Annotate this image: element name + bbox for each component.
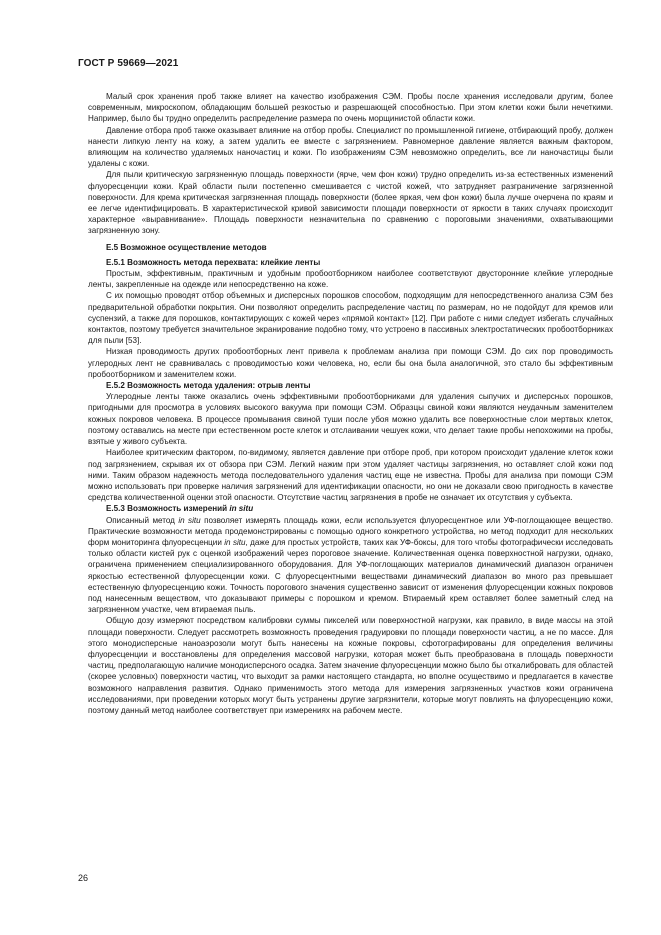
paragraph: Общую дозу измеряют посредством калибровки суммы пикселей или поверхностной нагрузки, как правило, в виде массы на этой площади поверхности. Следует рассмотреть возможность проведения градуировки по площади поверхности частиц, а не по массе. Для этого монодисперсные наноаэрозоли могут быть нанесены на кожные покровы, сфотографированы для определения величины флуоресценции и восстановлены для определения массовой нагрузки, которая может быть преобразована в площадь поверхности частиц, предполагающую наличие монодисперсного осадка. Затем значение флуоресценции можно было бы откалибровать для областей (скорее условных) поверхности частиц, что выходит за рамки настоящего стандарта, но вполне осуществимо и предлагается в качестве возможного направления развития. Однако применимость этого метода для измерения загрязненных участков кожи ограничена исследованиями, при проведении которых могут быть устранены другие загрязнители, которые могут повлиять на флуоресценцию кожи, поэтому данный метод наиболее соответствует при измерениях на рабочем месте. bbox=[88, 616, 613, 715]
paragraph: Малый срок хранения проб также влияет на качество изображения СЭМ. Пробы после хранения исследовали другим, более современным, микроскопом, обладающим большей резкостью и разрешающей способностью. При этом клетки кожи были нечеткими. Например, было бы трудно определить распределение размера по очень морщинистой области кожи. bbox=[88, 92, 613, 124]
italic-term: in situ bbox=[224, 537, 246, 547]
paragraph: Давление отбора проб также оказывает влияние на отбор пробы. Специалист по промышленной гигиене, отбирающий пробу, должен нанести липкую ленту на кожу, а затем удалить ее вместе с загрязнением. Равномерное давление является важным фактором, влияющим на количество удаляемых наночастиц и кожи. По изображениям СЭМ невозможно определить, все ли наночастицы были удалены с кожи. bbox=[88, 125, 613, 169]
text-run: Описанный метод bbox=[106, 515, 179, 525]
paragraph: Наиболее критическим фактором, по-видимому, является давление при отборе проб, при котором происходит удаление клеток кожи под загрязнением, скрывая их от обзора при СЭМ. Легкий нажим при этом удаляет частицы загрязнения, но оставляет слой кожи под ними. Таким образом надежность метода последовательного удаления частиц еще не известна. Пробы для анализа при помощи СЭМ можно использовать при проверке наличия загрязнений для идентификации опасности, но они не доказали свою пригодность в качестве средства количественной оценки этой опасности. Отсутствие частиц загрязнения в пробе не означает их отсутствия у субъекта. bbox=[88, 448, 613, 503]
paragraph: Простым, эффективным, практичным и удобным пробоотборником наиболее соответствуют двусторонние клейкие углеродные ленты, закрепленные на одежде или непосредственно на коже. bbox=[88, 269, 613, 290]
subsection-heading-e51: Е.5.1 Возможность метода перехвата: клейкие ленты bbox=[106, 257, 321, 267]
document-header: ГОСТ Р 59669—2021 bbox=[78, 58, 179, 69]
text-run: , даже для простых устройств, таких как УФ-боксы, для того чтобы фотографически исследовать только области кистей рук с оценкой изображений через пороговое значение. Количественная оценка поверхностной нагрузки, однако, ограничена применением специализированного оборудования. Для УФ-поглощающих материалов динамический диапазон ограничен яркостью естественной флуоресценции кожи. С флуоресцентными веществами динамический диапазон во много раз превышает естественную флуоресценцию кожи. Точность порогового значения существенно зависит от изменения флуоресценции кожных покровов под нанесенным веществом, что доказывают примеры с порошком и кремом. Втираемый крем оставляет более заметный след на загрязненном участке, чем втираемая пыль. bbox=[88, 537, 614, 615]
subsection-heading-e53 bbox=[88, 503, 613, 514]
italic-term: in situ bbox=[178, 515, 201, 525]
section-heading-e5: Е.5 Возможное осуществление методов bbox=[106, 242, 267, 252]
page-number: 26 bbox=[78, 873, 89, 883]
paragraph: Низкая проводимость других пробоотборных лент привела к проблемам анализа при помощи СЭМ. До сих пор проводимость углеродных лент не сравнивалась с проводимостью кожи человека, но, если бы она была аналогичной, это стало бы эффективным пробоотборником и заменителем кожи. bbox=[88, 347, 613, 379]
heading-text: Е.5.3 Возможность измерений bbox=[106, 504, 230, 514]
text-run: позволяет измерять площадь кожи, если используется флуоресцентное или УФ-поглощающее вещество. Практические возможности метода продемонстрированы с помощью одного конкретного устройства, но метод подходит для нескольких форм мониторинга флуоресценции bbox=[88, 515, 613, 547]
paragraph bbox=[88, 515, 613, 616]
subsection-heading-e52: Е.5.2 Возможность метода удаления: отрыв ленты bbox=[106, 381, 311, 391]
document-body bbox=[88, 91, 613, 716]
paragraph: Для пыли критическую загрязненную площадь поверхности (ярче, чем фон кожи) трудно определить из-за естественных изменений флуоресценции кожи. Край области пыли постепенно смешивается с чистой кожей, что затрудняет разграничение загрязненной поверхности. Для крема критическая загрязненная площадь поверхности (более яркая, чем фон кожи) была лучше очерчена по краям и ее легче идентифицировать. В характеристической кривой зависимости площади поверхности от яркости в таких случаях происходит характерное «выравнивание». Площадь поверхности незначительна по сравнению с пороговыми значениями, охватывающими загрязненную зону. bbox=[88, 170, 613, 236]
heading-italic-term: in situ bbox=[229, 504, 254, 514]
paragraph: Углеродные ленты также оказались очень эффективными пробоотборниками для удаления сыпучих и дисперсных порошков, пригодными для просмотра в условиях высокого вакуума при помощи СЭМ. Образцы свиной кожи являются неудачным заменителем кожных покровов человека. В процессе промывания свиной туши после убоя можно удалить все поверхностные слои мертвых клеток, поэтому оставались на месте при естественном росте клеток и отслаивании чешуек кожи, что делает такие пробы непохожими на пробы, взятые у живого субъекта. bbox=[88, 392, 613, 447]
paragraph: С их помощью проводят отбор объемных и дисперсных порошков способом, подходящим для непосредственного анализа СЭМ без предварительной обработки покрытия. Они позволяют определить распределение частиц по размерам, но не подойдут для кремов или суспензий, а также для порошков, контактирующих с кожей через «прямой контакт» [12]. При работе с ними следует избегать случайных контактов, поэтому требуется значительное экранирование подобно тому, что устроено в пассивных электростатических пробоотборниках для пыли [53]. bbox=[88, 291, 613, 346]
